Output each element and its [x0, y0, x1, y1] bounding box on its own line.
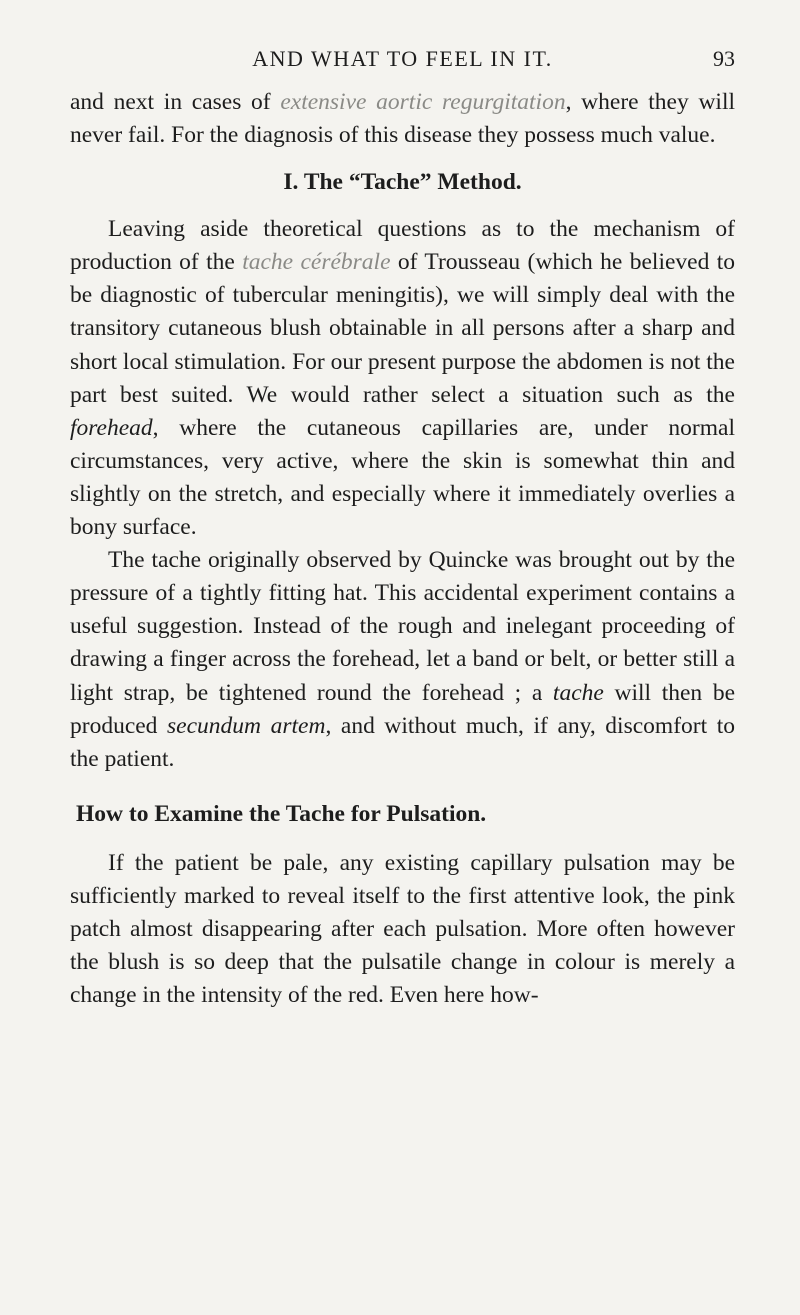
paragraph-quincke — [70, 544, 735, 776]
text-run: , where the cutaneous capillaries are, under normal circumstances, very active, where the skin is somewhat thin and slightly on the stretch, and especially where it immediately overlies a bony surface. — [70, 414, 735, 541]
running-title: AND WHAT TO FEEL IN IT. — [252, 46, 553, 71]
intro-paragraph — [70, 86, 735, 152]
paragraph-tache-method — [70, 213, 735, 544]
text-run: and next in cases of — [70, 89, 281, 115]
paragraph-pulsation — [70, 847, 735, 1012]
page-number: 93 — [713, 46, 735, 71]
text-run: Leaving aside theoretical questions as to the mechanism of production of the — [70, 216, 735, 276]
text-run: , and without much, if any, discomfort to the patient. — [70, 712, 735, 772]
section-heading-examine-tache: How to Examine the Tache for Pulsation. — [76, 800, 487, 827]
body-text — [70, 86, 735, 1012]
italic-term: tache — [552, 679, 604, 706]
text-run: of Trousseau (which he believed to be diagnostic of tubercular meningitis), we will simply deal with the transitory cutaneous blush obtainable in all persons after a sharp and short local stimulation. For our present purpose the abdomen is not the part best suited. We would rather select a situation such as the — [70, 249, 735, 408]
italic-term: forehead — [70, 414, 153, 441]
section-heading-tache-method: I. The “Tache” Method. — [283, 169, 522, 196]
italic-term: extensive aortic regurgitation — [280, 89, 566, 115]
text-run: , where they will never fail. For the diagnosis of this disease they possess much value. — [70, 89, 735, 149]
text-run: If the patient be pale, any existing capillary pulsation may be sufficiently marked to reveal itself to the first attentive look, the pink patch almost disappearing after each pulsation. More often however the blush is so deep that the pulsatile change in colour is merely a change in the intensity of the red. Even here how- — [70, 849, 735, 1009]
italic-term: tache cérébrale — [242, 249, 391, 276]
italic-term: secundum artem — [167, 712, 326, 739]
text-run: will then be produced — [70, 679, 735, 739]
text-run: The tache originally observed by Quincke was brought out by the pressure of a tightly fitting hat. This accidental experiment contains a useful suggestion. Instead of the rough and inelegant proceeding of drawing a finger across the forehead, let a band or belt, or better still a light strap, be tightened round the forehead ; a — [70, 547, 735, 706]
running-head — [70, 46, 735, 78]
